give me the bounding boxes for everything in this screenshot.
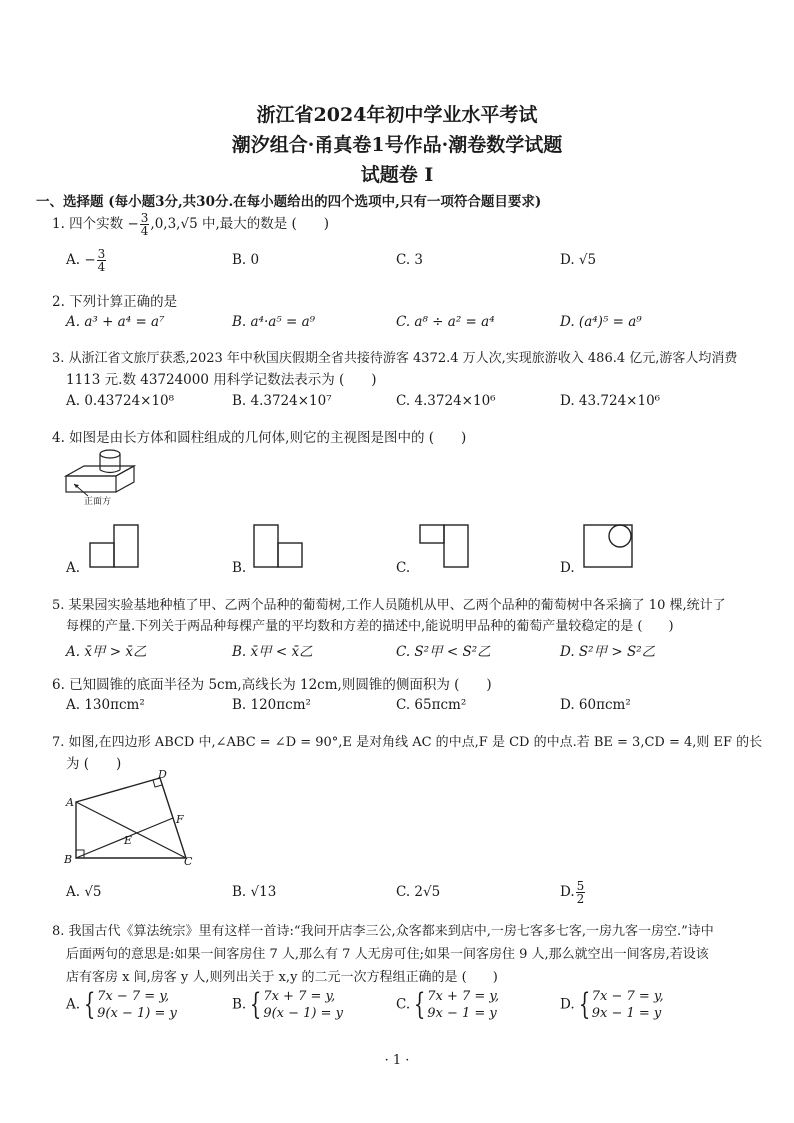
q3-option-d[interactable]: D. 43.724×10⁶ — [560, 393, 661, 409]
q8-b-eq1: 7x + 7 = y, — [263, 989, 336, 1004]
q3-option-a[interactable]: A. 0.43724×10⁸ — [66, 393, 175, 409]
exam-title: 浙江省2024年初中学业水平考试 — [256, 104, 538, 126]
q7-d-num: 5 — [576, 879, 585, 893]
q7-label-c: C — [184, 855, 193, 868]
q4-stem: 4. 如图是由长方体和圆柱组成的几何体,则它的主视图是图中的 ( ) — [52, 430, 467, 446]
q6-option-d[interactable]: D. 60πcm² — [560, 697, 631, 713]
q1-stem-frac-num: 3 — [140, 211, 149, 225]
q8-c-label: C. — [396, 996, 411, 1013]
q7-label-f: F — [176, 813, 184, 826]
q7-label-d: D — [158, 768, 167, 781]
q7-option-a[interactable]: A. √5 — [66, 884, 102, 900]
q3-stem-line1: 3. 从浙江省文旅厅获悉,2023 年中秋国庆假期全省共接待游客 4372.4 万人次,实现旅游收入 486.4 亿元,游客人均消费 — [52, 351, 738, 366]
q8-d-brace: { — [578, 987, 590, 1022]
q4-option-a-figure[interactable] — [88, 523, 140, 573]
q8-a-label: A. — [66, 996, 81, 1013]
q1-option-d[interactable]: D. √5 — [560, 252, 597, 268]
q3-option-c[interactable]: C. 4.3724×10⁶ — [396, 393, 496, 409]
q4-option-a-label[interactable]: A. — [66, 560, 81, 576]
q8-b-system — [263, 988, 343, 1022]
section-heading: 一、选择题 (每小题3分,共30分.在每小题给出的四个选项中,只有一项符合题目要求) — [36, 194, 542, 210]
q8-d-system — [592, 988, 664, 1022]
q1-a-den: 4 — [97, 260, 106, 274]
q4-option-b-figure[interactable] — [252, 523, 304, 573]
q7-label-a: A — [66, 796, 74, 809]
q8-c-eq1: 7x + 7 = y, — [427, 989, 500, 1004]
q2-option-c[interactable]: C. a⁸ ÷ a² = a⁴ — [396, 314, 495, 330]
q5-stem-line2: 每棵的产量.下列关于两品种每棵产量的平均数和方差的描述中,能说明甲品种的葡萄产量较稳定的是 ( ) — [66, 619, 674, 634]
q1-stem-text-b: ,0,3,√5 中,最大的数是 ( ) — [150, 216, 330, 232]
q8-stem-line2: 后面两句的意思是:如果一间客房住 7 人,那么有 7 人无房可住;如果一间客房住 9 人,那么就空出一间客房,若设该 — [66, 947, 709, 962]
q1-stem — [52, 212, 329, 237]
q4-option-d-figure[interactable] — [582, 523, 636, 573]
q8-d-label: D. — [560, 996, 575, 1013]
q1-a-num: 3 — [97, 247, 106, 261]
q1-stem-fraction — [140, 212, 150, 237]
q7-d-den: 2 — [576, 892, 585, 906]
q1-option-c[interactable]: C. 3 — [396, 252, 424, 268]
q7-label-e: E — [124, 834, 133, 847]
q8-a-system — [97, 988, 177, 1022]
q8-c-brace: { — [413, 987, 426, 1022]
q2-option-b[interactable]: B. a⁴·a⁵ = a⁹ — [232, 314, 316, 330]
q8-stem-line3: 店有客房 x 间,房客 y 人,则列出关于 x,y 的二元一次方程组正确的是 ( ) — [66, 970, 498, 985]
exam-subtitle: 潮汐组合·甬真卷1号作品·潮卷数学试题 — [231, 134, 563, 156]
q1-a-fraction — [97, 248, 107, 273]
q5-option-d[interactable]: D. S²甲 > S²乙 — [560, 644, 656, 660]
q8-d-eq1: 7x − 7 = y, — [591, 989, 664, 1004]
q6-option-a[interactable]: A. 130πcm² — [66, 697, 145, 713]
q8-stem-line1: 8. 我国古代《算法统宗》里有这样一首诗:“我问开店李三公,众客都来到店中,一房七客多七客,一房九客一房空.”诗中 — [52, 924, 714, 939]
q8-b-label: B. — [232, 996, 247, 1013]
q5-option-c[interactable]: C. S²甲 < S²乙 — [396, 644, 491, 660]
q2-option-a[interactable]: A. a³ + a⁴ = a⁷ — [66, 314, 165, 330]
q3-stem-line2: 1113 元.数 43724000 用科学记数法表示为 ( ) — [66, 372, 377, 388]
q8-a-eq2: 9(x − 1) = y — [97, 1006, 177, 1021]
q4-front-label: 正面方 — [84, 497, 112, 507]
q8-b-brace: { — [250, 987, 262, 1022]
q8-a-eq1: 7x − 7 = y, — [97, 989, 170, 1004]
q8-c-system — [427, 988, 499, 1022]
q1-stem-text-a: 1. 四个实数 − — [52, 216, 139, 232]
q6-option-b[interactable]: B. 120πcm² — [232, 697, 311, 713]
q7-stem-line2: 为 ( ) — [66, 756, 122, 772]
q8-option-b[interactable] — [232, 988, 343, 1022]
q7-label-b: B — [64, 853, 73, 866]
q5-option-a[interactable]: A. x̄甲 > x̄乙 — [66, 644, 147, 660]
q7-option-c[interactable]: C. 2√5 — [396, 884, 441, 900]
paper-label: 试题卷 I — [360, 164, 434, 186]
q5-option-b[interactable]: B. x̄甲 < x̄乙 — [232, 644, 313, 660]
q2-stem: 2. 下列计算正确的是 — [52, 294, 178, 310]
q7-d-prefix: D. — [560, 884, 575, 900]
q7-d-fraction — [576, 880, 586, 905]
q8-a-brace: { — [83, 987, 96, 1022]
q6-option-c[interactable]: C. 65πcm² — [396, 697, 467, 713]
q8-option-c[interactable] — [396, 988, 499, 1022]
q5-stem-line1: 5. 某果园实验基地种植了甲、乙两个品种的葡萄树,工作人员随机从甲、乙两个品种的葡萄树中各采摘了 10 棵,统计了 — [52, 598, 726, 613]
q7-option-b[interactable]: B. √13 — [232, 884, 277, 900]
q2-option-d[interactable]: D. (a⁴)⁵ = a⁹ — [560, 314, 642, 330]
q8-d-eq2: 9x − 1 = y — [591, 1006, 662, 1021]
q4-option-d-label[interactable]: D. — [560, 560, 575, 576]
q4-option-c-figure[interactable] — [418, 523, 470, 573]
q4-option-c-label[interactable]: C. — [396, 560, 411, 576]
q8-option-a[interactable] — [66, 988, 177, 1022]
q1-option-b[interactable]: B. 0 — [232, 252, 260, 268]
q8-c-eq2: 9x − 1 = y — [427, 1006, 497, 1021]
q1-option-a[interactable] — [66, 248, 107, 273]
q1-a-prefix: A. − — [66, 252, 96, 268]
q7-option-d[interactable] — [560, 880, 586, 905]
q8-b-eq2: 9(x − 1) = y — [263, 1006, 343, 1021]
q3-option-b[interactable]: B. 4.3724×10⁷ — [232, 393, 332, 409]
q6-stem: 6. 已知圆锥的底面半径为 5cm,高线长为 12cm,则圆锥的侧面积为 ( ) — [52, 677, 492, 693]
page-number: · 1 · — [384, 1053, 410, 1068]
q4-option-b-label[interactable]: B. — [232, 560, 247, 576]
q1-stem-frac-den: 4 — [140, 224, 149, 238]
q8-option-d[interactable] — [560, 988, 664, 1022]
q7-stem-line1: 7. 如图,在四边形 ABCD 中,∠ABC = ∠D = 90°,E 是对角线 AC 的中点,F 是 CD 的中点.若 BE = 3,CD = 4,则 EF 的长 — [52, 735, 763, 750]
